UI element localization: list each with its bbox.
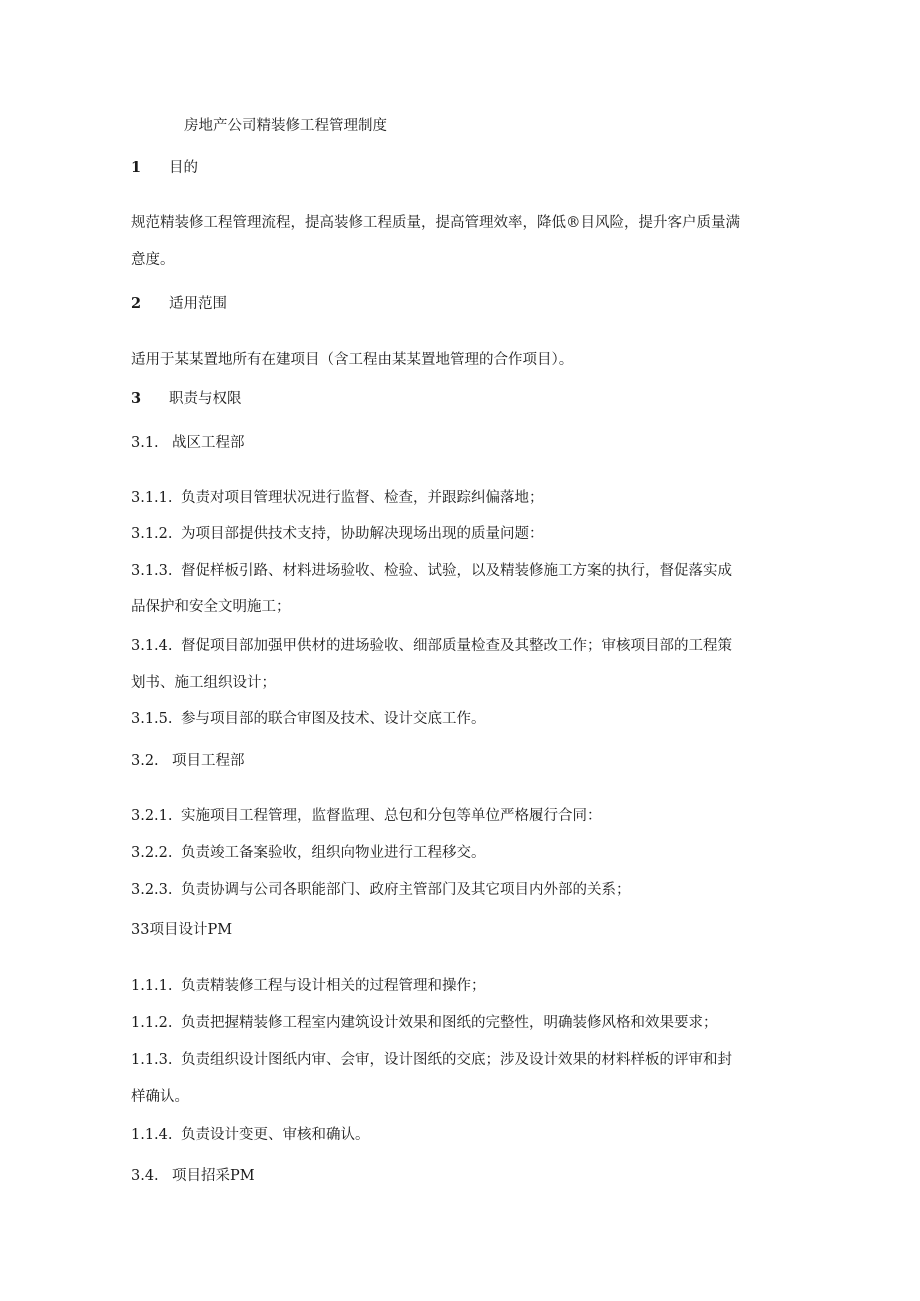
list-item xyxy=(131,709,486,729)
list-item xyxy=(131,561,732,581)
list-item xyxy=(131,488,544,508)
item-text: 负责组织设计图纸内审、会审，设计图纸的交底；涉及设计效果的材料样板的评审和封 xyxy=(181,1052,732,1068)
list-item xyxy=(131,976,486,996)
section-title: 项目工程部 xyxy=(172,753,245,769)
list-item xyxy=(131,843,486,863)
item-number: 3.2.1. xyxy=(131,808,173,824)
item-number: 1.1.3. xyxy=(131,1052,173,1068)
list-item xyxy=(131,806,602,826)
item-number: 3.1.3. xyxy=(131,563,173,579)
section-heading xyxy=(131,158,198,178)
list-item xyxy=(131,880,631,900)
document-title: 房地产公司精装修工程管理制度 xyxy=(184,118,387,134)
item-number: 3.1.4. xyxy=(131,638,173,654)
item-text: 负责把握精装修工程室内建筑设计效果和图纸的完整性，明确装修风格和效果要求； xyxy=(181,1015,718,1031)
list-item xyxy=(131,1125,370,1145)
item-text: 为项目部提供技术支持，协助解决现场出现的质量问题： xyxy=(181,526,544,542)
paragraph-line: 适用于某某置地所有在建项目（含工程由某某置地管理的合作项目）。 xyxy=(131,352,574,368)
item-text: 负责协调与公司各职能部门、政府主管部门及其它项目内外部的关系； xyxy=(181,882,631,898)
section-number: 2 xyxy=(131,295,142,312)
item-text: 督促样板引路、材料进场验收、检验、试验，以及精装修施工方案的执行，督促落实成 xyxy=(181,563,732,579)
subsection-heading xyxy=(131,433,245,453)
item-number: 3.2.2. xyxy=(131,845,173,861)
section-title: 战区工程部 xyxy=(172,435,245,451)
item-text: 负责精装修工程与设计相关的过程管理和操作； xyxy=(181,978,486,994)
list-item-continuation: 品保护和安全文明施工； xyxy=(131,599,291,615)
section-title: 职责与权限 xyxy=(169,391,242,407)
item-number: 3.1.1. xyxy=(131,490,173,506)
item-text: 参与项目部的联合审图及技术、设计交底工作。 xyxy=(181,711,486,727)
section-number: 3 xyxy=(131,390,142,407)
subsection-heading xyxy=(131,751,245,771)
list-item xyxy=(131,1050,732,1070)
list-item xyxy=(131,524,544,544)
item-number: 3.2.3. xyxy=(131,882,173,898)
paragraph-line: 意度。 xyxy=(131,252,175,268)
item-text: 负责对项目管理状况进行监督、检查，并跟踪纠偏落地； xyxy=(181,490,544,506)
section-title: 项目招采PM xyxy=(172,1168,255,1184)
section-heading xyxy=(131,389,242,409)
list-item xyxy=(131,1013,718,1033)
list-item-continuation: 样确认。 xyxy=(131,1089,189,1105)
item-text: 负责竣工备案验收，组织向物业进行工程移交。 xyxy=(181,845,486,861)
section-title: 适用范围 xyxy=(169,296,227,312)
item-number: 1.1.4. xyxy=(131,1127,173,1143)
list-item-continuation: 划书、施工组织设计； xyxy=(131,675,276,691)
section-heading xyxy=(131,294,227,314)
section-number: 1 xyxy=(131,159,142,176)
section-number: 3.2. xyxy=(131,753,159,769)
section-number: 3.4. xyxy=(131,1168,159,1184)
subsection-heading xyxy=(131,1166,255,1186)
item-text: 负责设计变更、审核和确认。 xyxy=(181,1127,370,1143)
item-number: 3.1.2. xyxy=(131,526,173,542)
item-text: 实施项目工程管理，监督监理、总包和分包等单位严格履行合同： xyxy=(181,808,602,824)
item-number: 1.1.2. xyxy=(131,1015,173,1031)
subsection-heading: 33项目设计PM xyxy=(131,922,233,938)
item-text: 督促项目部加强甲供材的进场验收、细部质量检查及其整改工作；审核项目部的工程策 xyxy=(181,638,732,654)
section-title: 目的 xyxy=(169,160,198,176)
section-number: 3.1. xyxy=(131,435,159,451)
paragraph-line: 规范精装修工程管理流程，提高装修工程质量，提高管理效率，降低®目风险，提升客户质量满 xyxy=(131,215,740,231)
item-number: 3.1.5. xyxy=(131,711,173,727)
item-number: 1.1.1. xyxy=(131,978,173,994)
list-item xyxy=(131,636,732,656)
